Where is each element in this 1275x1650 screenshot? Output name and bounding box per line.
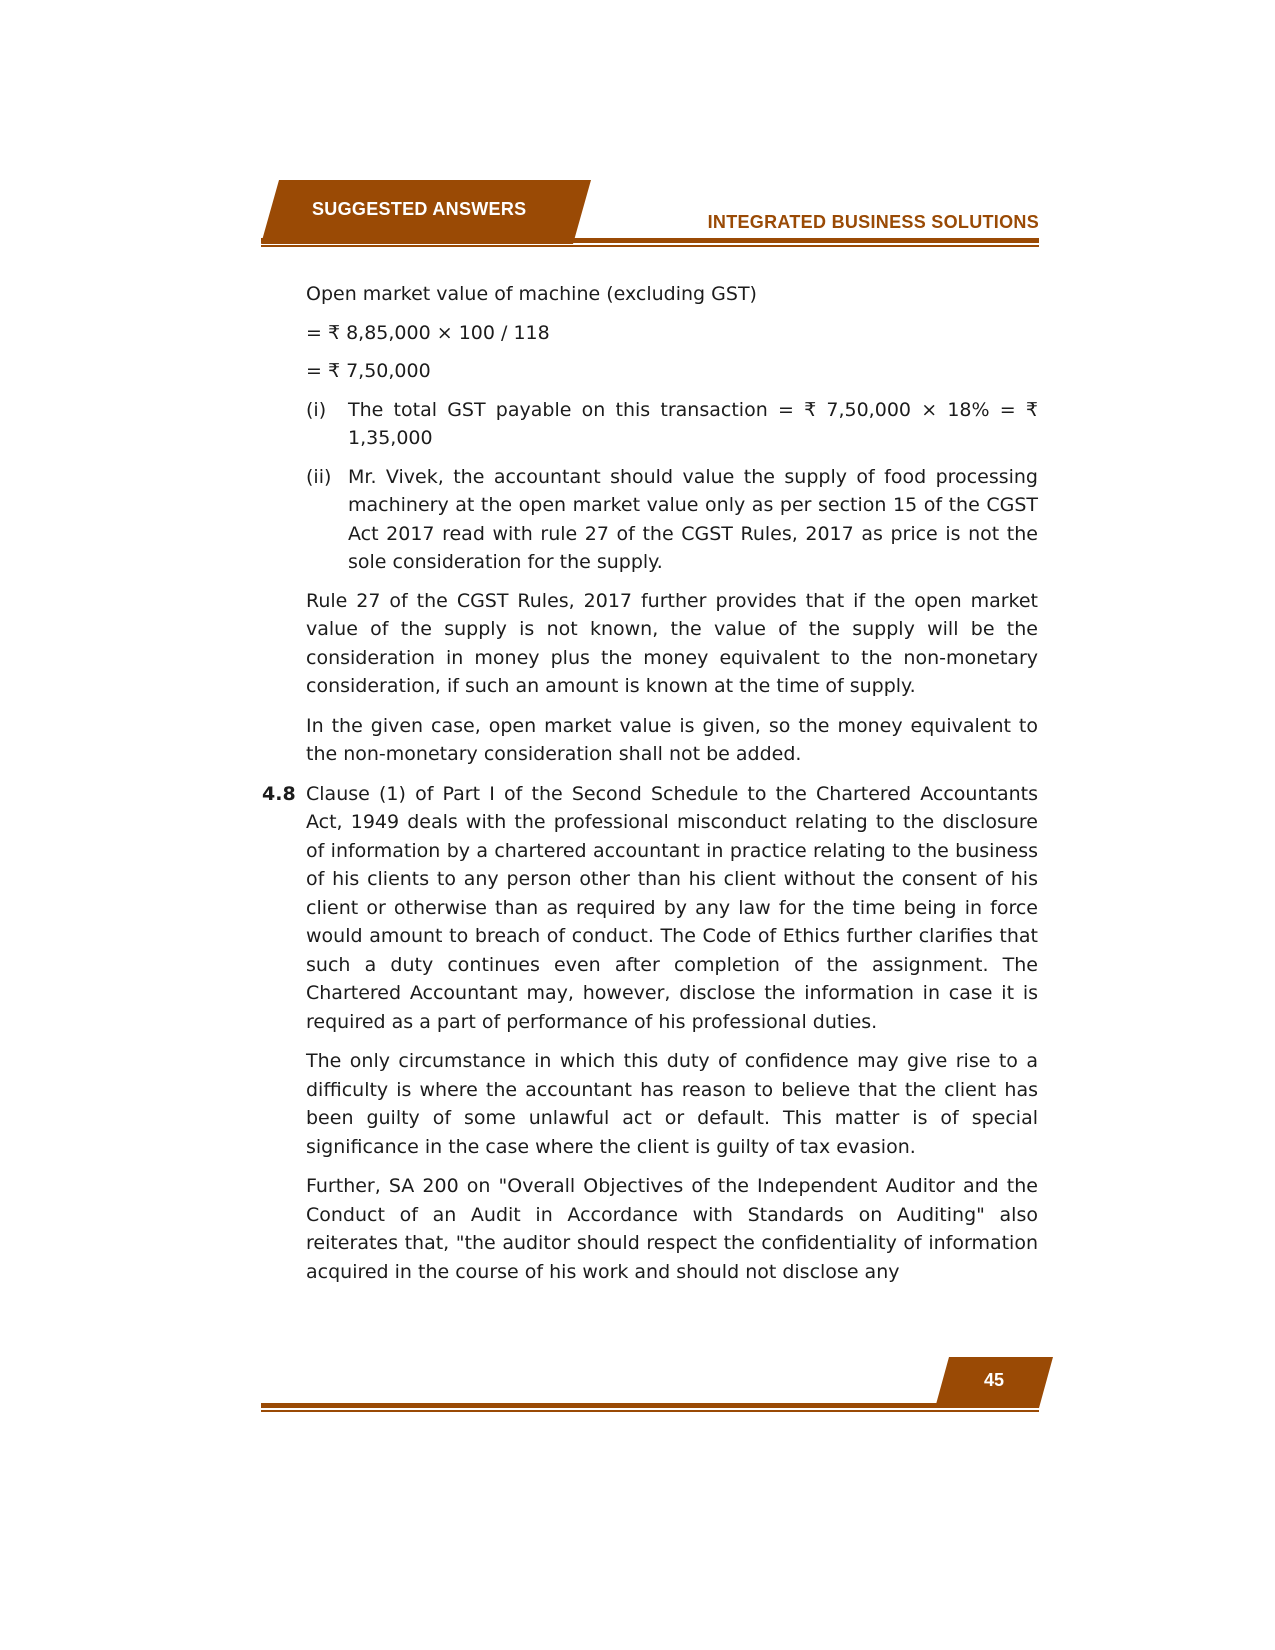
paragraph-sa200: Further, SA 200 on "Overall Objectives of the Independent Auditor and the Conduct of an Audit in Accordance with Standards on Auditing" also reiterates that, "the auditor should respect the confidentiality of information acquired in the course of his work and should not disclose any xyxy=(306,1175,1038,1283)
header-rule-thin xyxy=(261,245,1039,247)
question-4-8 xyxy=(262,780,1038,1037)
header-section-label: SUGGESTED ANSWERS xyxy=(312,199,527,219)
list-item-text: The total GST payable on this transaction = ₹ 7,50,000 × 18% = ₹ 1,35,000 xyxy=(348,398,1038,449)
paragraph-rule27: Rule 27 of the CGST Rules, 2017 further provides that if the open market value of the supply is not known, the value of the supply will be the consideration in money plus the money equivalent to the non-monetary consideration, if such an amount is known at the time of supply. xyxy=(306,589,1038,697)
list-item-text: Mr. Vivek, the accountant should value the supply of food processing machinery at the open market value only as per section 15 of the CGST Act 2017 read with rule 27 of the CGST Rules, 2017 as price is not the sole consideration for the supply. xyxy=(348,465,1038,573)
list-marker: (i) xyxy=(306,398,327,421)
question-answer-text: Clause (1) of Part I of the Second Schedule to the Chartered Accountants Act, 1949 deals with the professional misconduct relating to the disclosure of information by a chartered accountant in practice relating to the business of his clients to any person other than his client without the consent of his client or otherwise than as required by any law for the time being in force would amount to breach of conduct. The Code of Ethics further clarifies that such a duty continues even after completion of the assignment. The Chartered Accountant may, however, disclose the information in case it is required as a part of performance of his professional duties. xyxy=(306,782,1038,1033)
paragraph-confidence: The only circumstance in which this duty of confidence may give rise to a difficulty is where the accountant has reason to believe that the client has been guilty of some unlawful act or default. This matter is of special significance in the case where the client is guilty of tax evasion. xyxy=(306,1050,1038,1158)
calc-line-2: = ₹ 8,85,000 × 100 / 118 xyxy=(306,321,550,344)
paragraph-given-case: In the given case, open market value is given, so the money equivalent to the non-monetary consideration shall not be added. xyxy=(306,714,1038,765)
footer-rule-thin xyxy=(261,1410,1039,1412)
calc-line-3: = ₹ 7,50,000 xyxy=(306,360,431,382)
calc-line-1: Open market value of machine (excluding GST) xyxy=(306,283,757,305)
page-body xyxy=(262,280,1038,1297)
footer-rule xyxy=(261,1403,1039,1408)
question-number: 4.8 xyxy=(262,782,296,805)
header-paper-title: INTEGRATED BUSINESS SOLUTIONS xyxy=(707,212,1039,232)
header-rule xyxy=(261,238,1039,243)
list-item xyxy=(262,463,1038,577)
list-marker: (ii) xyxy=(306,465,332,488)
list-item xyxy=(262,396,1038,453)
page-number: 45 xyxy=(983,1370,1005,1390)
